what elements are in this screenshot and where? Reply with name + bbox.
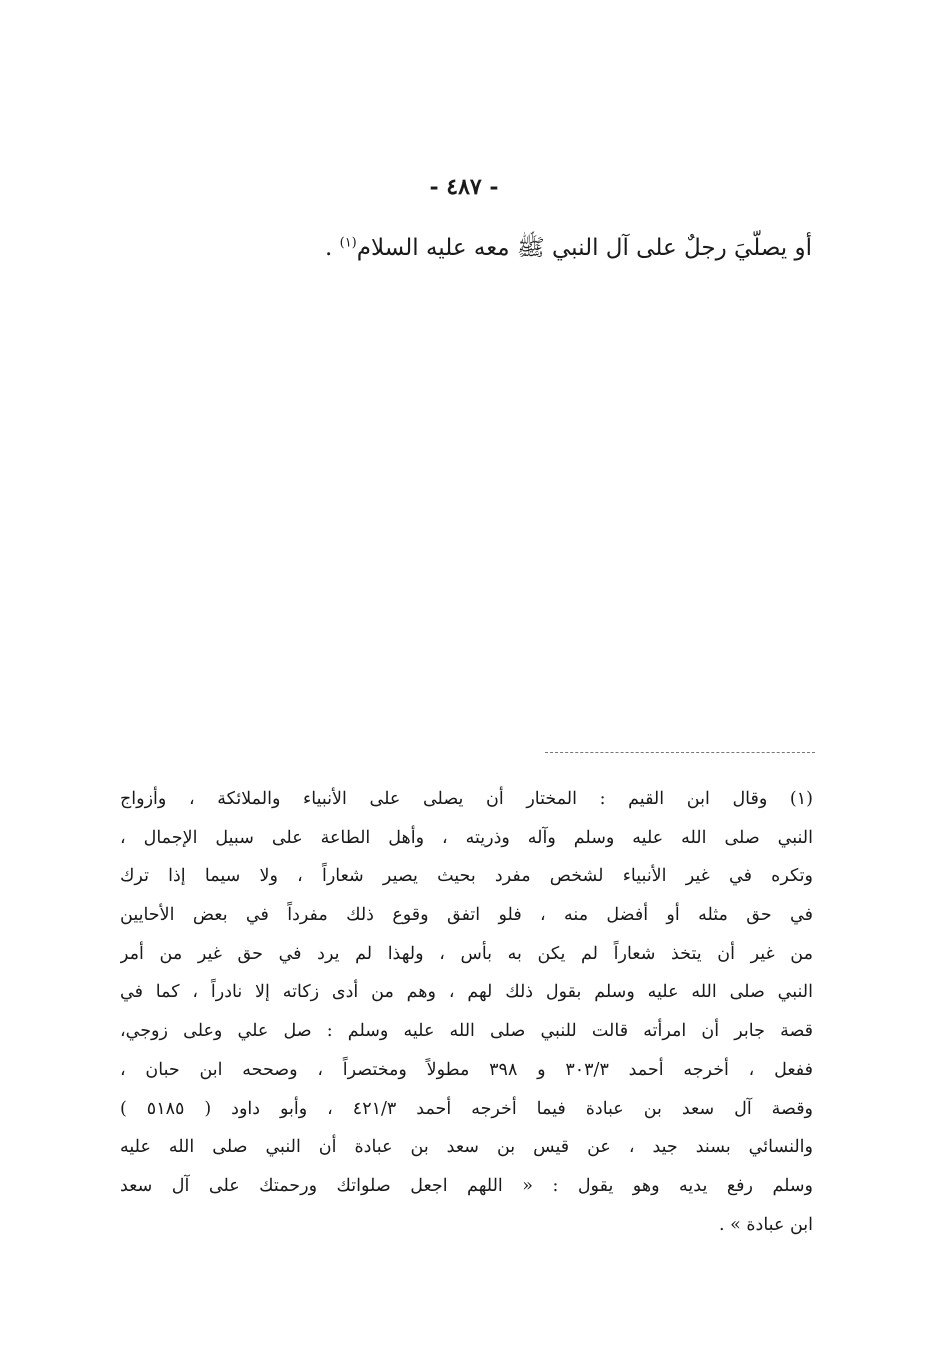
footnote-line: والنسائي بسند جيد ، عن قيس بن سعد بن عبادة أن النبي صلى الله عليه: [120, 1137, 813, 1158]
footnote-line: وسلم رفع يديه وهو يقول : « اللهم اجعل صلواتك ورحمتك على آل سعد: [120, 1175, 813, 1196]
footnote-reference: (١): [339, 235, 357, 251]
footnote-line: في حق مثله أو أفضل منه ، فلو اتفق وقوع ذلك مفرداً في بعض الأحايين: [120, 905, 813, 926]
footnote-line: وتكره في غير الأنبياء لشخص مفرد بحيث يصير شعاراً ، ولا سيما إذا ترك: [120, 866, 813, 887]
footnote-line: النبي صلى الله عليه وسلم بقول ذلك لهم ، وهم من أدى زكاته إلا نادراً ، كما في: [120, 982, 813, 1003]
footnote-line: وقصة آل سعد بن عبادة فيما أخرجه أحمد ٤٢١/٣ ، وأبو داود ( ٥١٨٥ ): [120, 1098, 813, 1119]
footnote-line: النبي صلى الله عليه وسلم وآله وذريته ، وأهل الطاعة على سبيل الإجمال ،: [120, 827, 813, 848]
footnote-line: قصة جابر أن امرأته قالت للنبي صلى الله عليه وسلم : صل علي وعلى زوجي،: [120, 1021, 813, 1042]
main-text: أو يصلّيَ رجلٌ على آل النبي ﷺ معه عليه السلام: [356, 235, 812, 261]
footnote-block: [120, 780, 813, 1244]
footnote-line: ففعل ، أخرجه أحمد ٣٠٣/٣ و ٣٩٨ مطولاً ومختصراً ، وصححه ابن حبان ،: [120, 1059, 813, 1080]
footnote-separator: [545, 752, 815, 753]
footnote-line: ابن عبادة » .: [718, 1214, 813, 1235]
main-text-line: [240, 228, 812, 268]
page-number: - ٤٨٧ -: [429, 174, 499, 200]
footnote-line: (١) وقال ابن القيم : المختار أن يصلى على الأنبياء والملائكة ، وأزواج: [120, 789, 813, 809]
main-text-end-punctuation: .: [324, 235, 340, 261]
footnote-line: من غير أن يتخذ شعاراً لم يكن به بأس ، ولهذا لم يرد في حق غير من أمر: [120, 943, 813, 964]
